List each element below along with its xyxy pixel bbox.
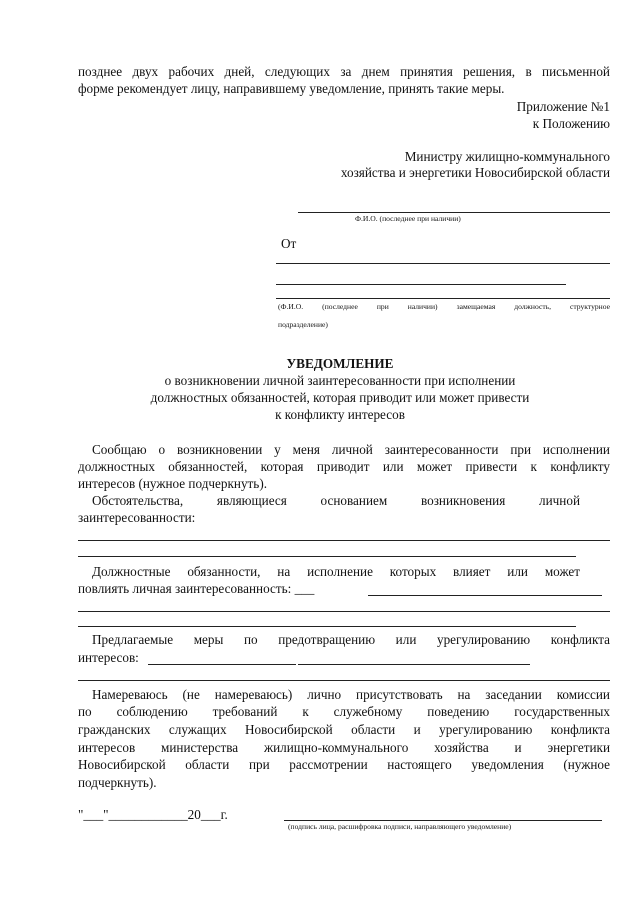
addressee-line-1: Министру жилищно-коммунального — [404, 149, 610, 164]
p2-line-2: заинтересованности: — [78, 510, 196, 525]
p4-line-1: Предлагаемые меры по предотвращению или урегулированию конфликта — [92, 632, 610, 647]
from-caption-line-2: подразделение) — [278, 320, 328, 329]
document-subtitle-2: должностных обязанностей, которая приводит или может привести — [150, 390, 530, 405]
p2-fill-line-2 — [78, 556, 576, 557]
from-label: От — [281, 236, 297, 251]
p4-fill-line-inline-1 — [148, 664, 296, 665]
p3-line-1: Должностные обязанности, на исполнение которых влияет или может — [92, 564, 580, 579]
addressee-caption: Ф.И.О. (последнее при наличии) — [355, 214, 461, 223]
p2-line-1: Обстоятельства, являющиеся основанием возникновения личной — [92, 493, 580, 508]
p5-line-3: гражданских служащих Новосибирской области и урегулированию конфликта — [78, 722, 610, 737]
p3-fill-line-2 — [78, 626, 576, 627]
addressee-line-2: хозяйства и энергетики Новосибирской области — [340, 165, 610, 180]
document-title: УВЕДОМЛЕНИЕ — [286, 356, 394, 371]
p5-line-6: подчеркнуть). — [78, 775, 157, 790]
p5-line-4: интересов министерства жилищно-коммунального хозяйства и энергетики — [78, 740, 610, 755]
p1-line-3: интересов (нужное подчеркнуть). — [78, 476, 268, 491]
p5-line-5: Новосибирской области при рассмотрении настоящего уведомления (нужное — [78, 757, 610, 772]
p1-line-1: Сообщаю о возникновении у меня личной заинтересованности при исполнении — [92, 442, 610, 457]
p5-line-1: Намереваюсь (не намереваюсь) лично присутствовать на заседании комиссии — [92, 687, 610, 702]
from-line-1 — [276, 263, 610, 264]
from-line-2 — [276, 284, 566, 285]
from-line-3 — [276, 298, 610, 299]
signature-caption: (подпись лица, расшифровка подписи, направляющего уведомление) — [288, 822, 512, 831]
signature-date: "___"____________20___г. — [78, 807, 228, 822]
intro-line-1: позднее двух рабочих дней, следующих за днем принятия решения, в письменной — [78, 64, 610, 79]
document-subtitle-1: о возникновении личной заинтересованности при исполнении — [164, 373, 516, 388]
intro-line-2: форме рекомендует лицу, направившему уведомление, принять такие меры. — [78, 81, 505, 96]
p5-line-2: по соблюдению требований к служебному поведению государственных — [78, 704, 610, 719]
p3-fill-line-inline — [368, 595, 602, 596]
from-caption-line-1: (Ф.И.О. (последнее при наличии) замещаемая должность, структурное — [278, 302, 610, 311]
p3-line-2: повлиять личная заинтересованность: ___ — [78, 581, 315, 596]
p3-fill-line-1 — [78, 611, 610, 612]
appendix-title: Приложение №1 — [516, 99, 610, 114]
addressee-name-line — [298, 212, 610, 213]
appendix-subtitle: к Положению — [532, 116, 610, 131]
p1-line-2: должностных обязанностей, которая приводит или может привести к конфликту — [78, 459, 610, 474]
p4-fill-line-1 — [78, 680, 610, 681]
p4-line-2: интересов: — [78, 650, 139, 665]
signature-line — [284, 820, 602, 821]
document-subtitle-3: к конфликту интересов — [275, 407, 405, 422]
p4-fill-line-inline-2 — [298, 664, 530, 665]
p2-fill-line-1 — [78, 540, 610, 541]
